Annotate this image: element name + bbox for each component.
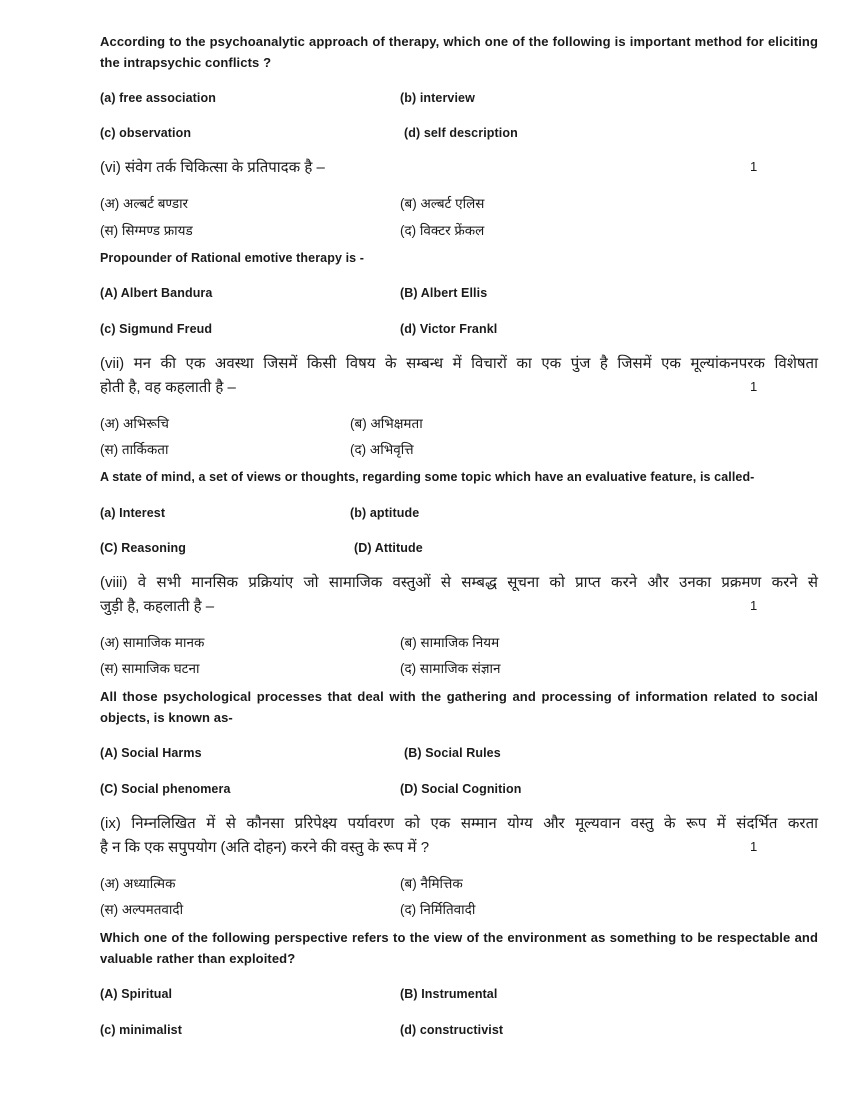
- option-d: (D) Social Cognition: [400, 782, 522, 796]
- option-a: (A) Social Harms: [100, 746, 202, 760]
- hindi-option-a: (अ) अध्यात्मिक: [100, 876, 176, 891]
- option-b: (B) Instrumental: [400, 987, 498, 1001]
- question-7-marks: 1: [750, 379, 758, 394]
- hindi-option-d: (द) अभिवृत्ति: [350, 442, 414, 457]
- hindi-option-d: (द) विक्टर फ्रेंकल: [400, 223, 485, 238]
- question-6-marks: 1: [750, 159, 758, 174]
- question-7-hindi-line-1: (vii) मन की एक अवस्था जिसमें किसी विषय के सम्बन्ध में विचारों का एक पुंज है जिसमें एक मूल्यांकनपरक विशेषता: [100, 355, 818, 372]
- hindi-option-a: (अ) सामाजिक मानक: [100, 635, 205, 650]
- hindi-option-b: (ब) नैमित्तिक: [400, 876, 463, 891]
- hindi-option-b: (ब) अल्बर्ट एलिस: [400, 196, 485, 211]
- hindi-option-d: (द) निर्मितिवादी: [400, 902, 476, 917]
- option-b: (b) aptitude: [350, 506, 420, 520]
- hindi-option-c: (स) तार्किकता: [100, 442, 169, 457]
- option-c: (c) observation: [100, 126, 192, 140]
- question-9-marks: 1: [750, 839, 758, 854]
- question-5-english: According to the psychoanalytic approach of therapy, which one of the following is important method for eliciting the intrapsychic conflicts ?: [100, 34, 818, 70]
- option-c: (C) Social phenomera: [100, 782, 231, 796]
- hindi-option-b: (ब) सामाजिक नियम: [400, 635, 500, 650]
- question-8-hindi-line-1: (viii) वे सभी मानसिक प्रक्रियांए जो सामाजिक वस्तुओं से सम्बद्ध सूचना को प्राप्त करने और उनका प्रक्रमण करने से: [100, 574, 818, 591]
- hindi-option-d: (द) सामाजिक संज्ञान: [400, 661, 501, 676]
- option-c: (c) Sigmund Freud: [100, 322, 213, 336]
- question-7-english: A state of mind, a set of views or thoughts, regarding some topic which have an evaluative feature, is called-: [100, 470, 755, 484]
- question-8-english: All those psychological processes that deal with the gathering and processing of information related to social objects, is known as-: [100, 689, 818, 725]
- option-c: (C) Reasoning: [100, 541, 187, 555]
- option-a: (A) Spiritual: [100, 987, 173, 1001]
- question-9-hindi-line-1: (ix) निम्नलिखित में से कौनसा प्ररिपेक्ष्य पर्यावरण को एक सम्मान योग्य और मूल्यवान वस्तु के रूप में संदर्भित करता: [100, 815, 818, 832]
- hindi-option-a: (अ) अभिरूचि: [100, 416, 169, 431]
- question-8-marks: 1: [750, 598, 758, 613]
- option-b: (B) Social Rules: [404, 746, 501, 760]
- hindi-option-c: (स) अल्पमतवादी: [100, 902, 184, 917]
- hindi-option-b: (ब) अभिक्षमता: [350, 416, 423, 431]
- option-b: (b) interview: [400, 91, 475, 105]
- hindi-option-c: (स) सामाजिक घटना: [100, 661, 200, 676]
- option-d: (d) constructivist: [400, 1023, 504, 1037]
- option-d: (D) Attitude: [354, 541, 423, 555]
- option-a: (a) Interest: [100, 506, 166, 520]
- question-6-hindi: (vi) संवेग तर्क चिकित्सा के प्रतिपादक है –: [100, 159, 325, 176]
- question-9-english: Which one of the following perspective refers to the view of the environment as something to be respectable and valuable rather than exploited?: [100, 930, 818, 966]
- option-a: (a) free association: [100, 91, 216, 105]
- question-8-hindi-line-2: जुड़ी है, कहलाती है –: [100, 598, 215, 615]
- option-b: (B) Albert Ellis: [400, 286, 488, 300]
- hindi-option-c: (स) सिग्मण्ड फ्रायड: [100, 223, 193, 238]
- question-9-hindi-line-2: है न कि एक सपुपयोग (अति दोहन) करने की वस्तु के रूप में ?: [100, 839, 430, 856]
- question-7-hindi-line-2: होती है, वह कहलाती है –: [100, 379, 236, 396]
- option-c: (c) minimalist: [100, 1023, 182, 1037]
- option-d: (d) Victor Frankl: [400, 322, 498, 336]
- question-6-english: Propounder of Rational emotive therapy is -: [100, 251, 365, 265]
- option-d: (d) self description: [404, 126, 518, 140]
- option-a: (A) Albert Bandura: [100, 286, 213, 300]
- hindi-option-a: (अ) अल्बर्ट बण्डार: [100, 196, 189, 211]
